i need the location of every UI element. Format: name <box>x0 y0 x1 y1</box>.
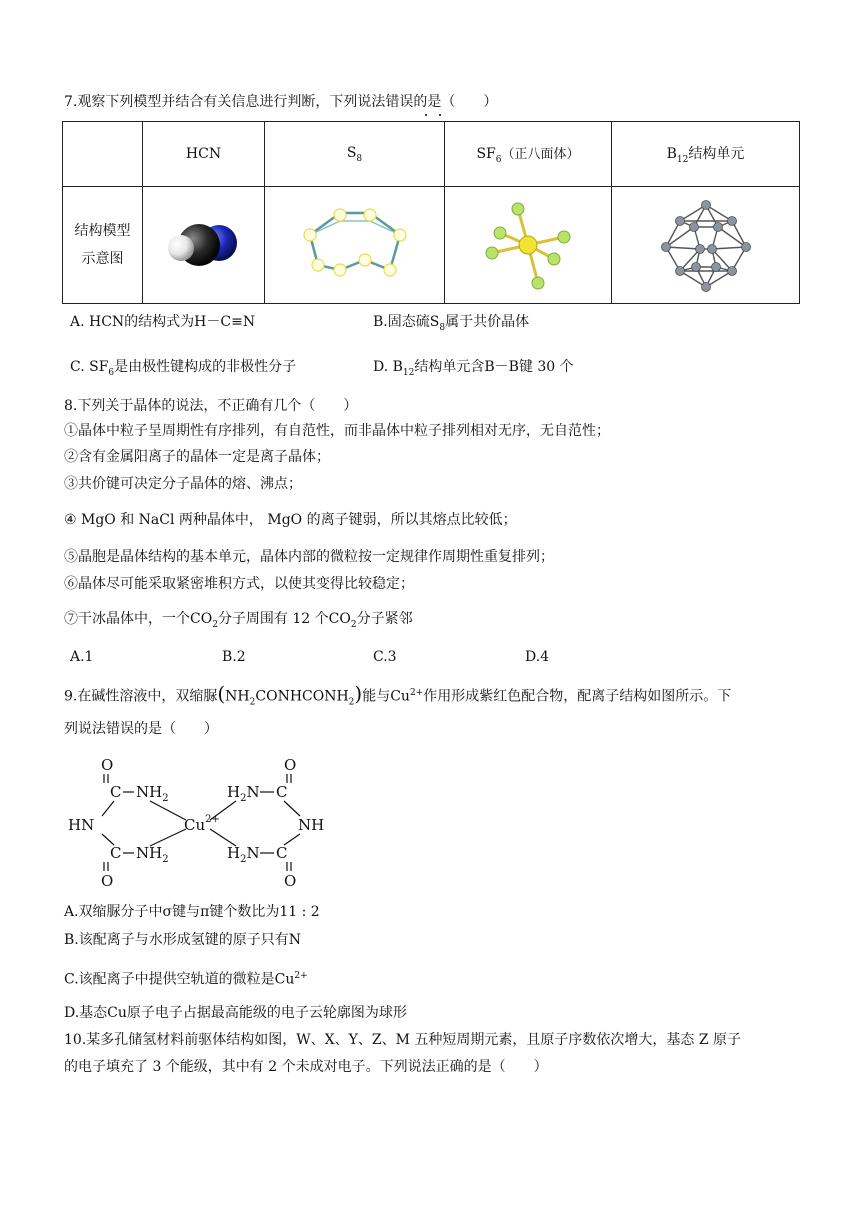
atom-c-top-left: C <box>110 783 122 801</box>
q8-option-a: A.1 <box>70 649 94 665</box>
q8-statement-2: ②含有金属阳离子的晶体一定是离子晶体； <box>64 449 330 465</box>
atom-o-top-left: O <box>101 756 114 774</box>
q9-option-a: A.双缩脲分子中σ键与π键个数比为11 : 2 <box>64 904 320 920</box>
cu-ion: $Cu^{2+}$ <box>184 814 220 834</box>
q8-statement-5: ⑤晶胞是晶体结构的基本单元，晶体内部的微粒按一定规律作周期性重复排列； <box>64 549 554 565</box>
q8-statement-7: ⑦干冰晶体中，一个$CO_2$分子周围有 12 个$CO_2$分子紧邻 <box>64 611 413 630</box>
q10-stem-line-1: 10.某多孔储氢材料前驱体结构如图，W、X、Y、Z、M 五种短周期元素，且原子序数依次增大，基态 Z 原子 <box>64 1032 742 1048</box>
q9-stem-line-2: 列说法错误的是（ ） <box>64 721 218 737</box>
hcn-space-filling-model <box>159 210 249 280</box>
q8-statement-1: ①晶体中粒子呈周期性有序排列，有自范性，而非晶体中粒子排列相对无序，无自范性； <box>64 423 610 439</box>
q8-option-b: B.2 <box>222 649 246 665</box>
q8-statement-3: ③共价键可决定分子晶体的熔、沸点； <box>64 476 302 492</box>
sf6-octahedral-model <box>478 197 578 293</box>
q7-option-a: A. HCN的结构式为H－C≡N <box>70 314 256 330</box>
q7-option-d: D. $B_{12}$结构单元含B－B键 30 个 <box>373 359 574 378</box>
q9-option-b: B.该配离子与水形成氢键的原子只有N <box>64 932 301 948</box>
header-s8: $S_8$ <box>265 122 445 187</box>
header-sf6: $SF_6$（正八面体） <box>445 122 612 187</box>
q8-stem: 8.下列关于晶体的说法，不正确有几个（ ） <box>64 398 358 414</box>
header-hcn: HCN <box>143 122 265 187</box>
q9-stem-line-1: 9.在碱性溶液中，双缩脲$(NH_2CONHCONH_2)$能与$Cu^{2+}$作用形成紫红色配合物，配离子结构如图所示。下 <box>64 681 732 708</box>
emphasis-dot <box>439 114 441 116</box>
group-nh-right: NH <box>298 816 325 834</box>
row-label: 结构模型 示意图 <box>63 187 143 304</box>
atom-o-bottom-right: O <box>284 872 297 890</box>
s8-ring-model <box>290 205 420 285</box>
q7-model-table <box>62 121 800 304</box>
atom-c-bottom-right: C <box>276 844 288 862</box>
atom-c-top-right: C <box>276 783 288 801</box>
q9-option-c: C.该配离子中提供空轨道的微粒是$Cu^{2+}$ <box>64 971 308 988</box>
cu-complex-structure-diagram <box>64 752 344 892</box>
s8-model-cell <box>265 187 445 304</box>
atom-c-bottom-left: C <box>110 844 122 862</box>
hcn-model-cell <box>143 187 265 304</box>
group-nh2-bottom-left: $NH_2$ <box>136 844 169 865</box>
q10-stem-line-2: 的电子填充了 3 个能级，其中有 2 个未成对电子。下列说法正确的是（ ） <box>64 1059 548 1075</box>
q7-stem: 7.观察下列模型并结合有关信息进行判断，下列说法错误的是（ ） <box>64 94 498 110</box>
header-b12: $B_{12}$结构单元 <box>612 122 800 187</box>
q8-statement-4: ④ MgO 和 NaCl 两种晶体中， MgO 的离子键弱，所以其熔点比较低； <box>64 512 517 528</box>
group-h2n-bottom-right: $H_2N$ <box>227 844 260 865</box>
q9-option-d: D.基态Cu原子电子占据最高能级的电子云轮廓图为球形 <box>64 1005 407 1021</box>
q8-statement-6: ⑥晶体尽可能采取紧密堆积方式，以使其变得比较稳定； <box>64 576 414 592</box>
atom-o-top-right: O <box>284 756 297 774</box>
q7-option-b: B.固态硫$S_8$属于共价晶体 <box>373 314 530 333</box>
group-nh2-top-left: $NH_2$ <box>136 783 169 804</box>
group-hn-left: HN <box>68 816 95 834</box>
q8-option-c: C.3 <box>373 649 397 665</box>
atom-o-bottom-left: O <box>101 872 114 890</box>
b12-icosahedron-model <box>656 197 756 293</box>
sf6-model-cell <box>445 187 612 304</box>
b12-model-cell <box>612 187 800 304</box>
group-h2n-top-right: $H_2N$ <box>227 783 260 804</box>
q8-option-d: D.4 <box>525 649 550 665</box>
emphasis-dot <box>425 114 427 116</box>
q7-option-c: C. $SF_6$是由极性键构成的非极性分子 <box>70 359 297 378</box>
q7-emphasis: 错误 <box>385 94 414 110</box>
table-corner-cell <box>63 122 143 187</box>
